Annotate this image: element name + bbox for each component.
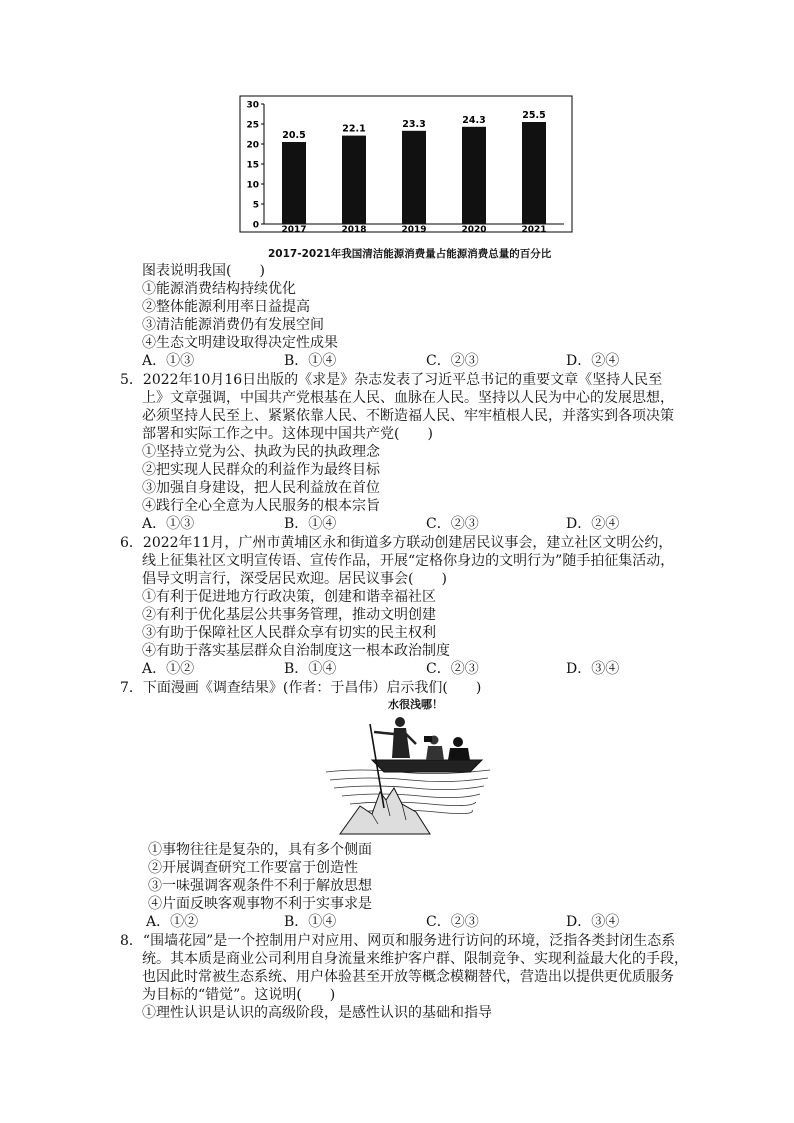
q6-line-2: 线上征集社区文明宣传语、宣传作品，开展“定格你身边的文明行为”随手拍征集活动， <box>142 553 675 569</box>
q7-option-c[interactable]: C．②③ <box>426 914 479 930</box>
bar-value-label: 23.3 <box>402 118 426 130</box>
q4-item-3: ③清洁能源消费仍有发展空间 <box>142 317 324 333</box>
x-tick-label: 2017 <box>281 225 307 234</box>
q8-item-1: ①理性认识是认识的高级阶段，是感性认识的基础和指导 <box>142 1005 492 1021</box>
q5-line-1: 5．2022年10月16日出版的《求是》杂志发表了习近平总书记的重要文章《坚持人民至 <box>120 372 663 388</box>
chart-bars <box>281 110 546 234</box>
cartoon-illustration <box>320 696 500 838</box>
q6-option-b[interactable]: B．①④ <box>284 661 337 677</box>
q6-item-4: ④有助于落实基层群众自治制度这一根本政治制度 <box>142 643 450 659</box>
bar <box>282 142 306 224</box>
y-tick-label: 15 <box>246 160 259 171</box>
q4-option-c[interactable]: C．②③ <box>426 353 479 369</box>
q5-line-4: 部署和实际工作之中。这体现中国共产党( ) <box>142 426 433 442</box>
bar <box>402 131 426 224</box>
q5-item-3: ③加强自身建设，把人民利益放在首位 <box>142 480 380 496</box>
q4-option-b[interactable]: B．①④ <box>284 353 337 369</box>
q6-item-3: ③有助于保障社区人民群众享有切实的民主权利 <box>142 625 436 641</box>
q7-item-2: ②开展调查研究工作要富于创造性 <box>148 860 358 876</box>
q8-line-4: 为目标的“错觉”。这说明( ) <box>142 987 336 1003</box>
q5-option-b[interactable]: B．①④ <box>284 516 337 532</box>
q5-option-d[interactable]: D．②④ <box>566 516 620 532</box>
q7-option-d[interactable]: D．③④ <box>566 914 620 930</box>
q6-option-a[interactable]: A．①② <box>142 661 195 677</box>
q6-option-d[interactable]: D．③④ <box>566 661 620 677</box>
q4-stem: 图表说明我国( ) <box>142 263 265 279</box>
bar-value-label: 20.5 <box>282 130 306 141</box>
x-tick-label: 2019 <box>401 225 427 234</box>
q6-line-3: 倡导文明言行，深受居民欢迎。居民议事会( ) <box>142 571 447 587</box>
y-tick-label: 20 <box>246 140 259 151</box>
q8-line-3: 也因此时常被生态系统、用户体验甚至开放等概念模糊替代，营造出以提供更优质服务 <box>142 969 674 985</box>
q5-option-a[interactable]: A．①③ <box>142 516 195 532</box>
q7-stem: 7．下面漫画《调查结果》(作者：于昌伟）启示我们( ) <box>120 680 482 696</box>
cartoon-caption: 水很浅哪！ <box>388 698 443 711</box>
q4-option-a[interactable]: A．①③ <box>142 353 195 369</box>
q5-option-c[interactable]: C．②③ <box>426 516 479 532</box>
q6-option-c[interactable]: C．②③ <box>426 661 479 677</box>
q4-item-4: ④生态文明建设取得决定性成果 <box>142 335 338 351</box>
q7-item-3: ③一味强调客观条件不利于解放思想 <box>148 878 372 894</box>
q6-item-2: ②有利于优化基层公共事务管理，推动文明创建 <box>142 607 436 623</box>
cartoon-boat <box>372 760 482 772</box>
q5-item-4: ④践行全心全意为人民服务的根本宗旨 <box>142 498 380 514</box>
q7-item-1: ①事物往往是复杂的，具有多个侧面 <box>148 842 372 858</box>
y-tick-label: 25 <box>246 120 259 131</box>
q7-option-a[interactable]: A．①② <box>146 914 199 930</box>
bar-value-label: 22.1 <box>342 123 366 135</box>
bar-chart <box>238 94 574 234</box>
y-tick-label: 0 <box>252 220 259 231</box>
q6-line-1: 6．2022年11月，广州市黄埔区永和街道多方联动创建居民议事会，建立社区文明公约， <box>120 535 673 551</box>
chart-title: 2017-2021年我国清洁能源消费量占能源消费总量的百分比 <box>268 248 552 260</box>
cartoon-standing-man <box>374 717 416 758</box>
y-tick-label: 10 <box>246 180 259 191</box>
bar <box>462 127 486 224</box>
q5-line-3: 必须坚持人民至上、紧紧依靠人民、不断造福人民、牢牢植根人民，并落实到各项决策 <box>142 408 674 424</box>
q5-line-2: 上》文章强调，中国共产党根基在人民、血脉在人民。坚持以人民为中心的发展思想， <box>142 390 674 406</box>
q8-line-2: 统。其本质是商业公司利用自身流量来维护客户群、限制竞争、实现利益最大化的手段， <box>142 951 688 967</box>
q5-item-1: ①坚持立党为公、执政为民的执政理念 <box>142 444 380 460</box>
q8-line-1: 8．“围墙花园”是一个控制用户对应用、网页和服务进行访问的环境，泛指各类封闭生态系 <box>120 933 676 949</box>
q4-option-d[interactable]: D．②④ <box>566 353 620 369</box>
bar <box>342 136 366 224</box>
q4-item-1: ①能源消费结构持续优化 <box>142 281 296 297</box>
y-tick-label: 5 <box>252 200 259 211</box>
x-tick-label: 2020 <box>461 225 487 234</box>
q7-item-4: ④片面反映客观事物不利于实事求是 <box>148 896 372 912</box>
x-tick-label: 2018 <box>341 225 367 234</box>
y-tick-label: 30 <box>246 100 259 111</box>
bar-value-label: 25.5 <box>522 110 546 121</box>
q7-option-b[interactable]: B．①④ <box>284 914 337 930</box>
bar <box>522 122 546 224</box>
q5-item-2: ②把实现人民群众的利益作为最终目标 <box>142 462 380 478</box>
cartoon-seated-men <box>424 736 470 761</box>
x-tick-label: 2021 <box>521 225 547 234</box>
q6-item-1: ①有利于促进地方行政决策，创建和谐幸福社区 <box>142 589 436 605</box>
bar-value-label: 24.3 <box>462 114 486 126</box>
q4-item-2: ②整体能源利用率日益提高 <box>142 299 310 315</box>
